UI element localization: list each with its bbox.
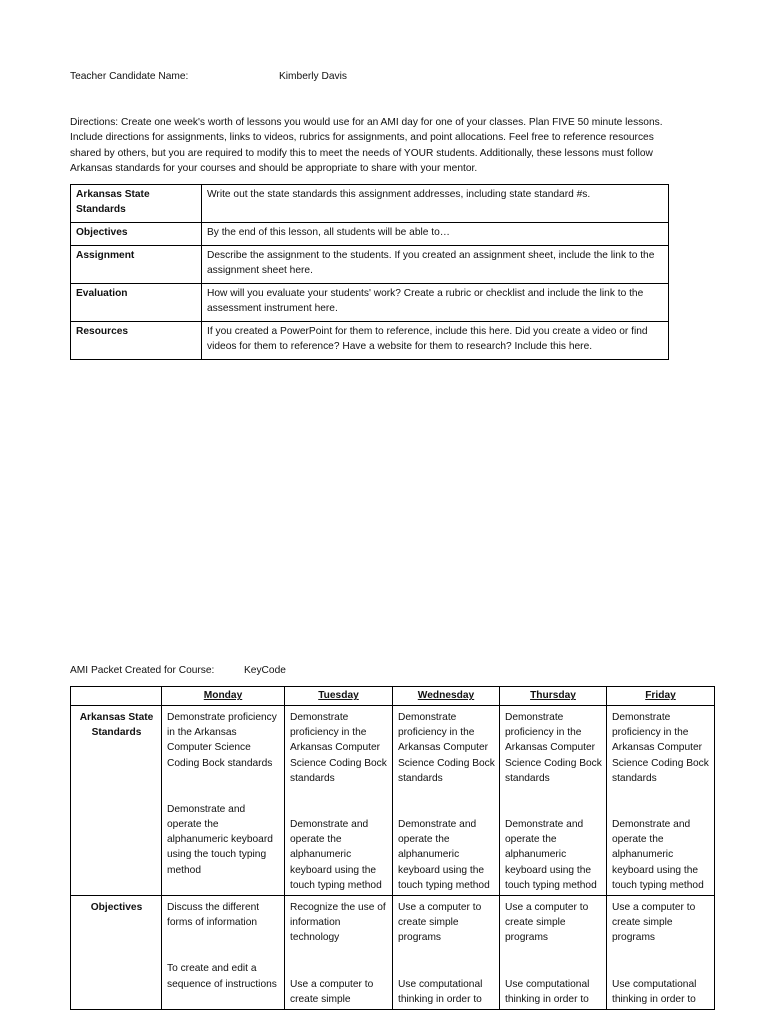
template-label: Assignment: [71, 246, 202, 284]
cell-paragraph: Use computational thinking in order to: [398, 978, 483, 1005]
row-label-objectives: Objectives: [71, 896, 162, 1010]
cell-thursday-objectives: [500, 896, 607, 1010]
cell-paragraph: Demonstrate proficiency in the Arkansas Computer Science Coding Bock standards: [612, 712, 709, 784]
template-label: Arkansas State Standards: [71, 185, 202, 223]
candidate-name-label: Teacher Candidate Name:: [70, 71, 189, 82]
cell-friday-standards: [607, 706, 715, 896]
cell-paragraph: Demonstrate and operate the alphanumeric keyboard using the touch typing method: [398, 819, 490, 891]
course-value: KeyCode: [244, 665, 286, 676]
day-monday: Monday: [162, 687, 285, 706]
cell-paragraph: Demonstrate and operate the alphanumeric keyboard using the touch typing method: [505, 819, 597, 891]
template-text: Write out the state standards this assignment addresses, including state standard #s.: [202, 185, 669, 223]
template-text: Describe the assignment to the students. If you created an assignment sheet, include the link to the assignment sheet here.: [202, 246, 669, 284]
directions-line: shared by others, but you are required to modify this to meet the needs of YOUR students. Additionally, these lessons must follow: [70, 147, 653, 159]
week-table: [70, 686, 715, 1010]
cell-paragraph: To create and edit a sequence of instructions: [167, 963, 277, 990]
cell-monday-objectives: [162, 896, 285, 1010]
template-text: How will you evaluate your students' work? Create a rubric or checklist and include the link to the assessment instrument here.: [202, 284, 669, 322]
cell-tuesday-standards: [285, 706, 393, 896]
directions-line: Include directions for assignments, links to videos, rubrics for assignments, and point allocations. Feel free to reference resources: [70, 132, 654, 144]
cell-monday-standards: [162, 706, 285, 896]
template-text: If you created a PowerPoint for them to reference, include this here. Did you create a video or find videos for them to reference? Have a website for them to research? Include this here.: [202, 322, 669, 360]
day-friday: Friday: [607, 687, 715, 706]
template-row-assignment: [71, 246, 669, 284]
cell-paragraph: Demonstrate proficiency in the Arkansas Computer Science Coding Bock standards: [290, 712, 387, 784]
cell-paragraph: Demonstrate and operate the alphanumeric keyboard using the touch typing method: [290, 819, 382, 891]
cell-paragraph: Demonstrate and operate the alphanumeric keyboard using the touch typing method: [167, 803, 273, 876]
cell-wednesday-objectives: [393, 896, 500, 1010]
cell-paragraph: Discuss the different forms of information: [167, 902, 260, 929]
cell-paragraph: Use a computer to create simple: [290, 978, 374, 1005]
cell-wednesday-standards: [393, 706, 500, 896]
candidate-name-value: Kimberly Davis: [279, 71, 347, 82]
cell-thursday-standards: [500, 706, 607, 896]
cell-paragraph: Use computational thinking in order to: [612, 978, 697, 1005]
directions-line: Directions: Create one week's worth of lessons you would use for an AMI day for one of your classes. Plan FIVE 50 minute lessons.: [70, 117, 663, 128]
template-row-evaluation: [71, 284, 669, 322]
template-row-objectives: [71, 223, 669, 246]
row-label-standards: Arkansas State Standards: [71, 706, 162, 896]
day-thursday: Thursday: [500, 687, 607, 706]
cell-friday-objectives: [607, 896, 715, 1010]
directions: [70, 115, 663, 176]
template-label: Objectives: [71, 223, 202, 246]
cell-paragraph: Use a computer to create simple programs: [398, 902, 482, 944]
cell-paragraph: Demonstrate and operate the alphanumeric keyboard using the touch typing method: [612, 819, 704, 891]
course-label: AMI Packet Created for Course:: [70, 665, 215, 676]
day-wednesday: Wednesday: [393, 687, 500, 706]
template-text: By the end of this lesson, all students will be able to…: [202, 223, 669, 246]
cell-paragraph: Use a computer to create simple programs: [505, 902, 589, 944]
cell-paragraph: Use computational thinking in order to: [505, 978, 590, 1005]
week-header-corner: [71, 687, 162, 706]
template-row-resources: [71, 322, 669, 360]
cell-tuesday-objectives: [285, 896, 393, 1010]
template-label: Evaluation: [71, 284, 202, 322]
cell-paragraph: Recognize the use of information technology: [290, 902, 386, 944]
template-row-standards: [71, 185, 669, 223]
template-label: Resources: [71, 322, 202, 360]
cell-paragraph: Demonstrate proficiency in the Arkansas Computer Science Coding Bock standards: [167, 712, 277, 769]
template-table: [70, 184, 669, 360]
week-row-standards: [71, 706, 715, 896]
cell-paragraph: Use a computer to create simple programs: [612, 902, 696, 944]
directions-line: Arkansas standards for your courses and should be appropriate to share with your mentor.: [70, 162, 478, 174]
week-header-row: [71, 687, 715, 706]
week-row-objectives: [71, 896, 715, 1010]
day-tuesday: Tuesday: [285, 687, 393, 706]
cell-paragraph: Demonstrate proficiency in the Arkansas Computer Science Coding Bock standards: [398, 712, 495, 784]
cell-paragraph: Demonstrate proficiency in the Arkansas Computer Science Coding Bock standards: [505, 712, 602, 784]
